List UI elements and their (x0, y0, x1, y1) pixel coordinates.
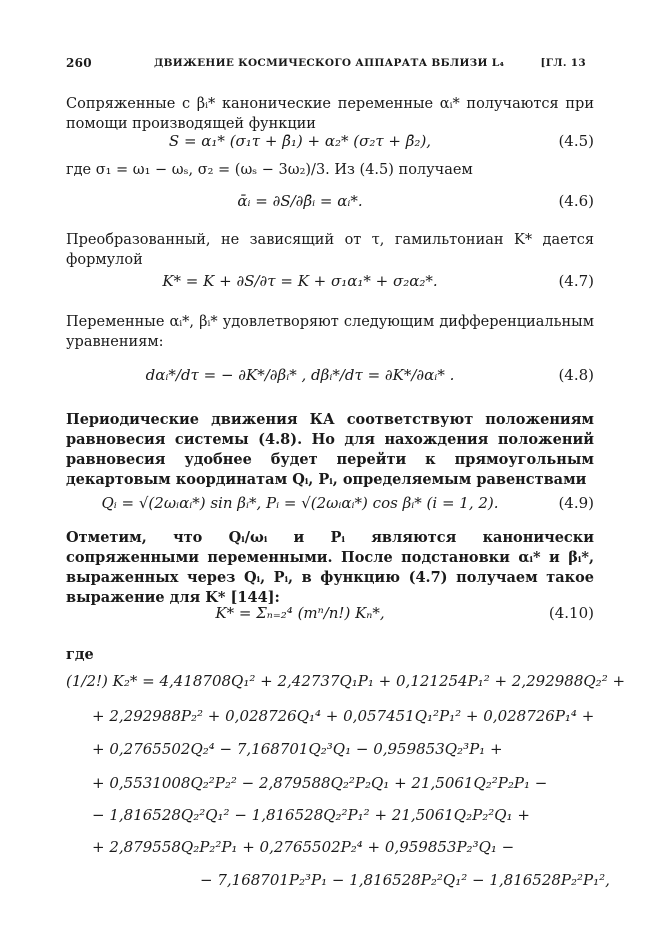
paragraph-5: Периодические движения КА соответствуют положениям равновесия системы (4.8). Но для нахождения положений равновесия удобнее будет перейти к прямоугольным декартовым координатам Qᵢ, Pᵢ, определяемым равенствами (66, 411, 594, 488)
equation-number: (4.8) (558, 366, 594, 384)
equation-4-6 (66, 188, 594, 214)
running-title: ДВИЖЕНИЕ КОСМИЧЕСКОГО АППАРАТА ВБЛИЗИ L₄ (154, 57, 505, 69)
equation-body: ᾱᵢ = ∂S/∂β̄ᵢ = αᵢ*. (237, 192, 363, 210)
equation-body: K* = Σₙ₌₂⁴ (mⁿ/n!) Kₙ*, (215, 604, 385, 622)
equation-4-8 (66, 362, 594, 388)
paragraph-3: Преобразованный, не зависящий от τ, гамильтониан K* дается формулой (66, 232, 594, 268)
equation-4-7 (66, 268, 594, 294)
equation-4-10 (66, 600, 594, 626)
paragraph-6: Отметим, что Qᵢ/ωᵢ и Pᵢ являются канонически сопряженными переменными. После подстановки αᵢ* и βᵢ*, выраженных через Qᵢ, Pᵢ, в функцию (4.7) получаем такое выражение для K* [144]: (66, 529, 594, 606)
equation-number: (4.10) (548, 604, 594, 622)
equation-4-9 (66, 490, 594, 516)
paragraph-2: где σ₁ = ω₁ − ωₛ, σ₂ = (ωₛ − 3ω₂)/3. Из (4.5) получаем (66, 162, 473, 178)
expansion-line: − 7,168701P₂³P₁ − 1,816528P₂²Q₁² − 1,816528P₂²P₁², (200, 871, 610, 889)
equation-body: Qᵢ = √(2ωᵢαᵢ*) sin βᵢ*, Pᵢ = √(2ωᵢαᵢ*) cos βᵢ* (i = 1, 2). (101, 494, 499, 512)
equation-body: dαᵢ*/dτ = − ∂K*/∂βᵢ* , dβᵢ*/dτ = ∂K*/∂αᵢ* . (145, 366, 455, 384)
page-number: 260 (66, 56, 92, 70)
equation-number: (4.7) (558, 272, 594, 290)
equation-4-5 (66, 128, 594, 154)
paragraph-4: Переменные αᵢ*, βᵢ* удовлетворяют следующим дифференциальным уравнениям: (66, 314, 594, 350)
equation-body: S = α₁* (σ₁τ + β̄₁) + α₂* (σ₂τ + β̄₂), (168, 132, 432, 150)
expansion-line: + 0,2765502Q₂⁴ − 7,168701Q₂³Q₁ − 0,959853Q₂³P₁ + (92, 740, 503, 758)
equation-number: (4.6) (558, 192, 594, 210)
expansion-line: + 2,292988P₂² + 0,028726Q₁⁴ + 0,057451Q₁²P₁² + 0,028726P₁⁴ + (92, 707, 595, 725)
equation-body: K* = K + ∂S/∂τ = K + σ₁α₁* + σ₂α₂*. (162, 272, 438, 290)
expansion-line: (1/2!) K₂* = 4,418708Q₁² + 2,42737Q₁P₁ + 0,121254P₁² + 2,292988Q₂² + (66, 672, 626, 690)
chapter-label: [ГЛ. 13 (540, 57, 586, 69)
equation-number: (4.5) (558, 132, 594, 150)
expansion-line: − 1,816528Q₂²Q₁² − 1,816528Q₂²P₁² + 21,5061Q₂P₂²Q₁ + (92, 806, 530, 824)
equation-number: (4.9) (558, 494, 594, 512)
where-label: где (66, 646, 94, 663)
expansion-line: + 2,879558Q₂P₂²P₁ + 0,2765502P₂⁴ + 0,959853P₂³Q₁ − (92, 838, 515, 856)
paragraph-1: Сопряженные с βᵢ* канонические переменные αᵢ* получаются при помощи производящей функции (66, 96, 594, 132)
expansion-line: + 0,5531008Q₂²P₂² − 2,879588Q₂²P₂Q₁ + 21,5061Q₂²P₂P₁ − (92, 774, 548, 792)
